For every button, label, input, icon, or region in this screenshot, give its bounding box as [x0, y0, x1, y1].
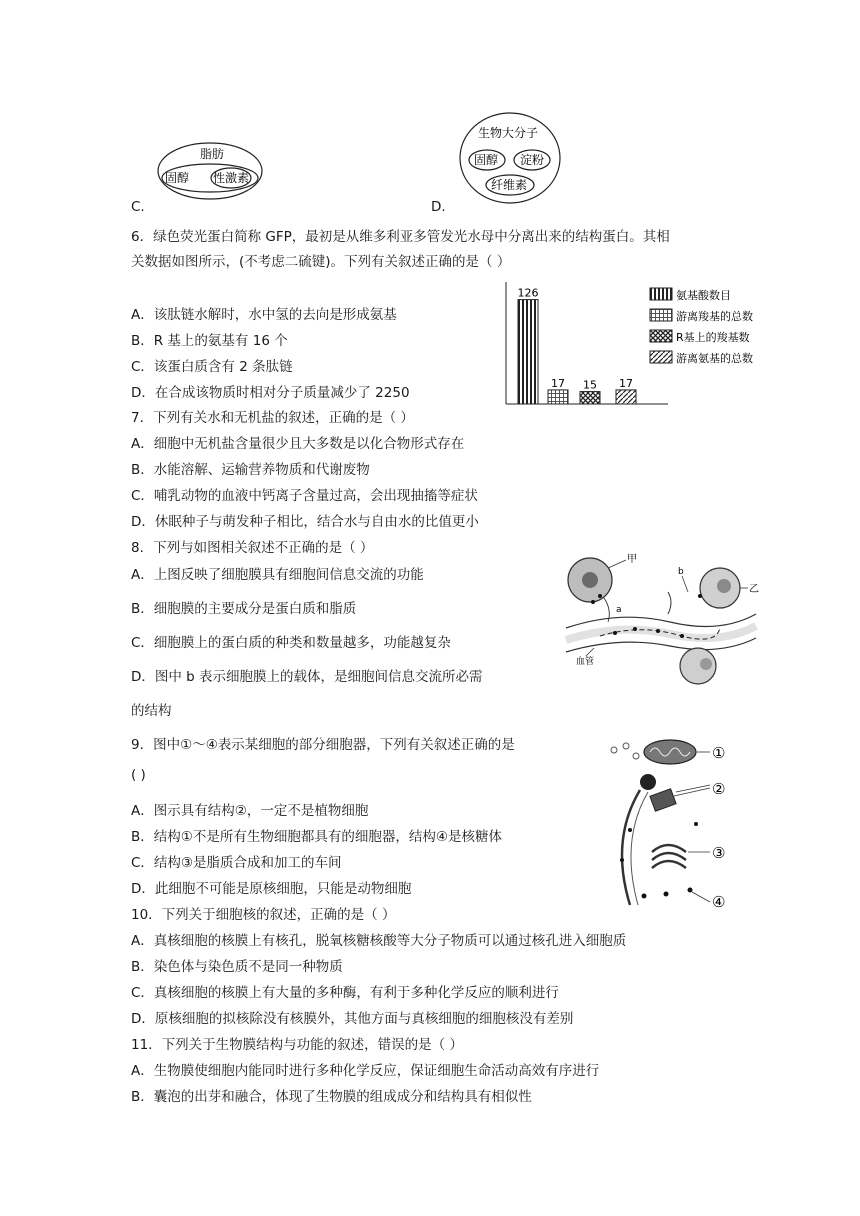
q8-option-c: C．细胞膜上的蛋白质的种类和数量越多，功能越复杂: [131, 635, 451, 651]
q8-option-b: B．细胞膜的主要成分是蛋白质和脂质: [131, 601, 357, 617]
q7-stem: 7．下列有关水和无机盐的叙述，正确的是（ ）: [131, 410, 414, 426]
venn-d-item3: 纤维素: [491, 178, 528, 192]
q6-option-c: C．该蛋白质含有 2 条肽链: [131, 359, 293, 375]
fig8-label-yi: 乙: [749, 584, 759, 595]
legend-label-0: 氨基酸数目: [676, 289, 731, 302]
venn-c-outer: 脂肪: [200, 147, 225, 161]
legend-swatch-1: [650, 309, 672, 321]
venn-diagram-c: [156, 140, 266, 202]
q11-stem: 11．下列关于生物膜结构与功能的叙述，错误的是（ ）: [131, 1037, 463, 1053]
q7-option-b: B．水能溶解、运输营养物质和代谢废物: [131, 462, 370, 478]
q6-option-d: D．在合成该物质时相对分子质量减少了 2250: [131, 385, 410, 401]
fig8-label-a: a: [616, 605, 622, 615]
venn-c-inner-right: 性激素: [213, 171, 250, 185]
fig9-label-4: ④: [712, 893, 726, 911]
q9-option-d: D．此细胞不可能是原核细胞，只能是动物细胞: [131, 881, 412, 897]
q5-option-c-label: C.: [131, 199, 145, 215]
q9-option-b: B．结构①不是所有生物细胞都具有的细胞器，结构④是核糖体: [131, 829, 502, 845]
q9-option-c: C．结构③是脂质合成和加工的车间: [131, 855, 342, 871]
legend-label-1: 游离羧基的总数: [676, 310, 753, 323]
q7-option-c: C．哺乳动物的血液中钙离子含量过高，会出现抽搐等症状: [131, 488, 478, 504]
q9-stem-cont: ( ): [131, 767, 146, 783]
venn-d-item2: 淀粉: [520, 153, 545, 167]
q10-option-d: D．原核细胞的拟核除没有核膜外，其他方面与真核细胞的细胞核没有差别: [131, 1011, 574, 1027]
q6-option-b: B．R 基上的氨基有 16 个: [131, 333, 288, 349]
fig9-label-1: ①: [712, 744, 726, 762]
fig8-label-b: b: [678, 567, 684, 577]
bar-0: [518, 300, 538, 404]
venn-d-outer: 生物大分子: [478, 126, 539, 140]
q11-option-b: B．囊泡的出芽和融合，体现了生物膜的组成成分和结构具有相似性: [131, 1089, 532, 1105]
q6-stem-line1: 6．绿色荧光蛋白简称 GFP，最初是从维多利亚多管发光水母中分离出来的结构蛋白。其相: [131, 229, 670, 245]
bar-2: [580, 392, 600, 404]
fig8-label-vessel: 血管: [576, 657, 595, 667]
q8-option-a: A．上图反映了细胞膜具有细胞间信息交流的功能: [131, 567, 424, 583]
legend-swatch-2: [650, 330, 672, 342]
legend-label-3: 游离氨基的总数: [676, 352, 753, 365]
q10-stem: 10．下列关于细胞核的叙述，正确的是（ ）: [131, 907, 396, 923]
fig9-label-3: ③: [712, 844, 726, 862]
q9-stem: 9．图中①～④表示某细胞的部分细胞器，下列有关叙述正确的是: [131, 737, 515, 753]
q6-option-a: A．该肽链水解时，水中氢的去向是形成氨基: [131, 307, 397, 323]
legend-label-2: R基上的羧基数: [676, 331, 750, 344]
amino-acid-bar-chart: [498, 278, 780, 408]
legend-swatch-3: [650, 351, 672, 363]
q6-stem-line2: 关数据如图所示，(不考虑二硫键)。下列有关叙述正确的是（ ）: [131, 254, 511, 270]
bar-3: [616, 390, 636, 404]
bar-value-label-1: 17: [551, 376, 565, 390]
q10-option-a: A．真核细胞的核膜上有核孔，脱氧核糖核酸等大分子物质可以通过核孔进入细胞质: [131, 933, 627, 949]
fig9-label-2: ②: [712, 780, 726, 798]
fig8-label-jia: 甲: [627, 554, 637, 565]
q8-option-d: D．图中 b 表示细胞膜上的载体，是细胞间信息交流所必需: [131, 669, 483, 685]
venn-c-inner-left: 固醇: [165, 171, 190, 185]
legend-swatch-0: [650, 288, 672, 300]
bar-value-label-3: 17: [619, 376, 633, 390]
bar-1: [548, 390, 568, 404]
bar-value-label-2: 15: [583, 378, 597, 392]
q8-stem: 8．下列与如图相关叙述不正确的是（ ）: [131, 540, 374, 556]
q9-option-a: A．图示具有结构②，一定不是植物细胞: [131, 803, 369, 819]
q8-option-d-cont: 的结构: [131, 703, 172, 719]
venn-d-item1: 固醇: [474, 153, 499, 167]
bar-value-label-0: 126: [517, 286, 539, 300]
q10-option-b: B．染色体与染色质不是同一种物质: [131, 959, 343, 975]
q7-option-d: D．休眠种子与萌发种子相比，结合水与自由水的比值更小: [131, 514, 479, 530]
venn-diagram-d: [458, 112, 562, 206]
q10-option-c: C．真核细胞的核膜上有大量的多种酶，有利于多种化学反应的顺利进行: [131, 985, 559, 1001]
q5-option-d-label: D.: [431, 199, 446, 215]
q11-option-a: A．生物膜使细胞内能同时进行多种化学反应，保证细胞生命活动高效有序进行: [131, 1063, 600, 1079]
cell-signaling-figure: [560, 540, 760, 690]
organelle-figure: [600, 730, 760, 915]
q7-option-a: A．细胞中无机盐含量很少且大多数是以化合物形式存在: [131, 436, 465, 452]
